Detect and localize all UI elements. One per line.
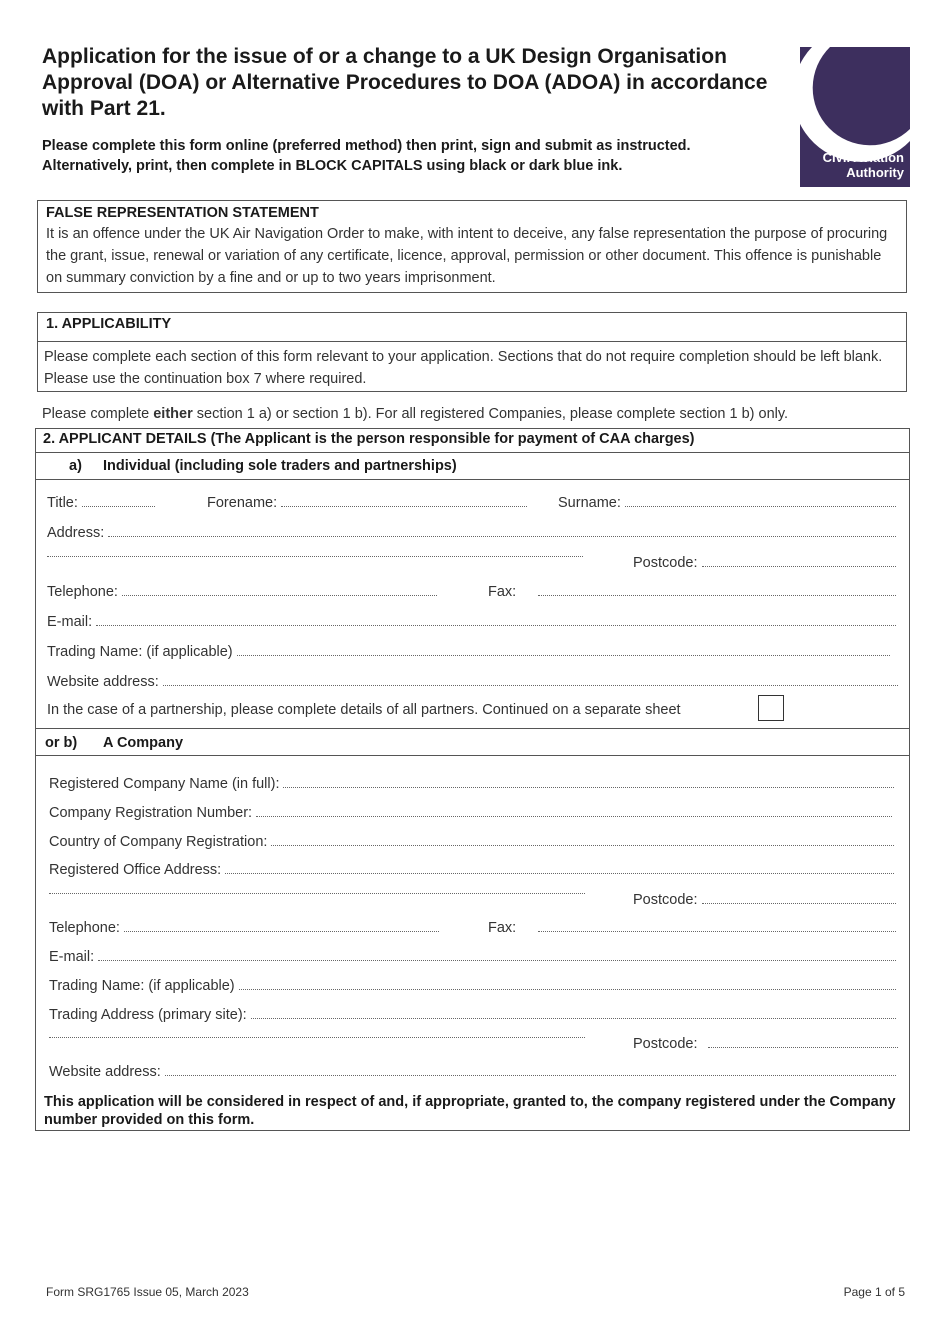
individual-address-line-2[interactable]	[47, 555, 583, 557]
company-note: This application will be considered in respect of and, if appropriate, granted to, the company registered under the Company number provided on this form.	[44, 1094, 896, 1128]
note-before: Please complete	[42, 406, 154, 422]
divider	[35, 728, 910, 729]
postcode-label: Postcode:	[633, 1036, 698, 1052]
fax-label: Fax:	[488, 920, 517, 936]
website-label: Website address:	[49, 1064, 161, 1080]
individual-website-field[interactable]	[47, 674, 898, 690]
title-label: Title:	[47, 495, 78, 511]
instructions-line-1: Please complete this form online (preferred method) then print, sign and submit as instructed.	[42, 138, 691, 154]
company-trading-postcode-field[interactable]	[633, 1036, 898, 1052]
surname-label: Surname:	[558, 495, 621, 511]
caa-logo	[800, 47, 910, 187]
individual-fax-field[interactable]	[488, 584, 896, 600]
company-telephone-field[interactable]	[49, 920, 439, 936]
trading-name-label: Trading Name: (if applicable)	[47, 644, 233, 660]
postcode-label: Postcode:	[633, 892, 698, 908]
applicant-heading: 2. APPLICANT DETAILS (The Applicant is the person responsible for payment of CAA charges)	[43, 431, 695, 447]
email-label: E-mail:	[49, 949, 95, 965]
fax-label: Fax:	[488, 584, 517, 600]
company-number-field[interactable]	[49, 805, 892, 821]
false-representation-text: It is an offence under the UK Air Navigation Order to make, with intent to deceive, any false representation the purpose of procuring the grant, issue, renewal or variation of any certificate, licence, approval, permission or other document. This offence is punishable on summary conviction by a fine and or up to two years imprisonment.	[46, 226, 888, 286]
company-website-field[interactable]	[49, 1064, 896, 1080]
country-label: Country of Company Registration:	[49, 834, 268, 850]
divider	[35, 452, 910, 453]
note-after: section 1 a) or section 1 b). For all registered Companies, please complete section 1 b) only.	[192, 406, 789, 422]
telephone-label: Telephone:	[49, 920, 120, 936]
form-title: Application for the issue of or a change to a UK Design Organisation Approval (DOA) or Alternative Procedures to DOA (ADOA) in accordance with Part 21.	[42, 45, 768, 120]
individual-title-field[interactable]	[47, 495, 155, 511]
company-email-field[interactable]	[49, 949, 896, 965]
note-bold: either	[153, 406, 193, 422]
company-label: or b)	[45, 735, 78, 751]
applicability-text: Please complete each section of this form relevant to your application. Sections that do not require completion should be left blank. Please use the continuation box 7 where required.	[44, 349, 883, 387]
false-representation-box	[37, 200, 907, 293]
individual-address-field[interactable]	[47, 525, 896, 541]
form-id: Form SRG1765 Issue 05, March 2023	[46, 1285, 249, 1299]
company-postcode-field[interactable]	[633, 892, 896, 908]
company-country-field[interactable]	[49, 834, 894, 850]
page-number: Page 1 of 5	[843, 1285, 905, 1299]
logo-line-1: Civil Aviation	[822, 150, 904, 165]
instructions-line-2: Alternatively, print, then complete in BLOCK CAPITALS using black or dark blue ink.	[42, 158, 623, 174]
logo-line-2: Authority	[846, 165, 904, 180]
company-heading: A Company	[103, 735, 184, 751]
applicability-heading: 1. APPLICABILITY	[38, 313, 906, 342]
section-note	[42, 406, 788, 422]
individual-email-field[interactable]	[47, 614, 896, 630]
logo-text	[823, 150, 904, 180]
individual-heading: Individual (including sole traders and partnerships)	[103, 458, 457, 474]
company-trading-address-line-2[interactable]	[49, 1036, 585, 1038]
company-office-address-line-2[interactable]	[49, 892, 585, 894]
telephone-label: Telephone:	[47, 584, 118, 600]
divider	[35, 755, 910, 756]
website-label: Website address:	[47, 674, 159, 690]
separate-sheet-checkbox[interactable]	[758, 695, 784, 721]
office-address-label: Registered Office Address:	[49, 862, 222, 878]
company-fax-field[interactable]	[488, 920, 896, 936]
company-trading-name-field[interactable]	[49, 978, 896, 994]
partnership-note: In the case of a partnership, please complete details of all partners. Continued on a separate sheet	[47, 702, 681, 718]
postcode-label: Postcode:	[633, 555, 698, 571]
individual-trading-name-field[interactable]	[47, 644, 890, 660]
applicability-box	[37, 312, 907, 392]
reg-number-label: Company Registration Number:	[49, 805, 253, 821]
form-instructions	[42, 136, 792, 176]
individual-telephone-field[interactable]	[47, 584, 437, 600]
email-label: E-mail:	[47, 614, 93, 630]
trading-address-label: Trading Address (primary site):	[49, 1007, 247, 1023]
forename-label: Forename:	[207, 495, 278, 511]
company-trading-address-field[interactable]	[49, 1007, 896, 1023]
individual-surname-field[interactable]	[558, 495, 896, 511]
company-office-address-field[interactable]	[49, 862, 894, 878]
address-label: Address:	[47, 525, 105, 541]
individual-postcode-field[interactable]	[633, 555, 896, 571]
trading-name-label: Trading Name: (if applicable)	[49, 978, 235, 994]
individual-label: a)	[69, 458, 82, 474]
divider	[35, 479, 910, 480]
reg-name-label: Registered Company Name (in full):	[49, 776, 280, 792]
false-representation-heading: FALSE REPRESENTATION STATEMENT	[46, 205, 319, 221]
company-name-field[interactable]	[49, 776, 894, 792]
individual-forename-field[interactable]	[207, 495, 527, 511]
